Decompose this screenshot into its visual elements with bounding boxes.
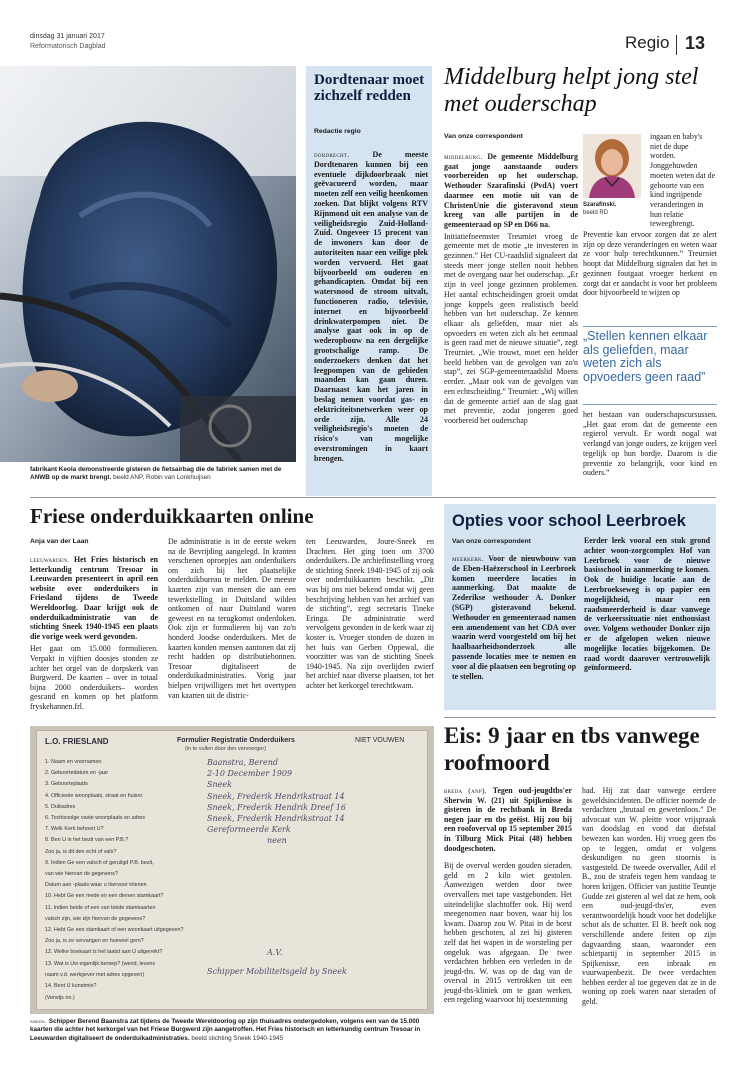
middelburg-col1-body: Initiatiefneemster Treurniet vroeg de gemeente met de motie „te investeren in gezinnen.” Het CU-raadslid signaleert dat steeds meer jonge stellen nooit hebben met de overgang naar het ouderschap. „Er zijn in veel jonge gezinnen problemen. Het aantal echtscheidingen groeit omdat jonge koppels geen realistisch beeld hebben van het ouderschap. Ze kennen elkaar als geliefden, maar niet als opvoeders en weten zich als het eenmaal is geen raad met de nieuwe situatie”, zegt Treurniet. „Wie trouwt, moet een helder beeld hebben van de gevolgen van zo'n stap”, zei SGP-gemeenteraadslid Moens eerder. „Maar ook van de gevolgen van een echtscheiding.” Treurniet: „Wij willen dat de gemeente actief aan de slag gaat met preventie, zodat jongeren goed voorbereid het ouderschap: [444, 231, 578, 425]
card-field: 9. Indien Ge een valsch of geruilgd P.B. bezit,: [45, 859, 154, 866]
middelburg-lead: De gemeente Middelburg gaat jonge aanstaande ouders voorbereiden op het ouderschap. Wethouder Szarafinski (PvdA) voert daarmee een motie uit van de ChristenUnie die gisteravond steun kreeg van alle partijen in de gemeenteraad op SP en D66 na.: [444, 152, 578, 229]
card-entry: Sneek, Frederik Hendrikstraat 14: [207, 814, 345, 824]
middelburg-col2-b: het bestaan van ouderschapscursussen. „Het gaat erom dat de gemeente een regierol vervult. Er wordt nogal wat verlangd van jonge ouders, ze krijgen veel tegelijk op hun bordje. Daarom is die preventie zo belangrijk, voor kind en ouders.”: [583, 410, 717, 478]
card-field: Datum aan -plaats waar u hiervoor inlenen: [45, 882, 147, 889]
card-subheading: (in te vullen door den vervoerger): [185, 746, 267, 752]
leerbroek-dateline: meerkerk.: [452, 554, 485, 563]
leerbroek-article: [444, 504, 716, 710]
card-field: valsch zijn, wie zijn hiervan de gegevens?: [45, 915, 146, 922]
eis-title: Eis: 9 jaar en tbs vanwege roofmoord: [444, 723, 700, 775]
eis-lead: Tegen oud-jeugdtbs'er Sherwin W. (21) uit Spijkenisse is gisteren in de rechtbank in Breda negen jaar en tbs geëist. Hij zou bij een roofoverval op 15 september 2015 in Tilburg Mick Pitai (48) hebben doodgeschoten.: [444, 786, 572, 853]
eis-col1: [444, 786, 572, 1005]
friese-byline: Anja van der Laan: [30, 538, 89, 545]
eis-dateline: breda: [444, 786, 463, 795]
card-field: 12. Welke boekaart is het laatst aan U uitgereikt?: [45, 949, 163, 956]
card-field: naam v.d. werkgever met adres opgeven): [45, 971, 145, 978]
card-org: L.O. FRIESLAND: [45, 737, 109, 746]
card-field: 3. Geboorteplaats: [45, 781, 88, 788]
eis-col1-body: Bij de overval werden gouden sieraden, geld en 2 kilo wiet gestolen. Aanwezigen werden door twee overvallers met tape vastgebonden. Het uiteindelijke slachtoffer ook. Hij werd meegenomen naar boven, waar hij los kwam. Daarop zou W. Pitai in de borst hebben geschoten, al zei hij gisteren zelf dat het wapen in de worsteling per ongeluk was afgegaan. De twee verdachten hebben een verleden in de jeugd-tbs. W. was op de dag van de overval in 2015 vertrokken uit een jeugd-tbs-kliniek om te gaan werken, een regeling waarvoor hij toestemming: [444, 861, 572, 1005]
card-entry: 2-10 December 1909: [207, 769, 293, 779]
middelburg-col1: [444, 152, 578, 426]
friese-dateline: leeuwarden.: [30, 555, 70, 564]
card-field: Zoo ja, is dit den echt of vals?: [45, 848, 117, 855]
card-entry: neen: [267, 836, 287, 846]
card-entry: Schipper Mobiliteitsgeld by Sneek: [207, 966, 347, 976]
card-field: 10. Hebt Ge een mede en een dienen stamkaart?: [45, 893, 164, 900]
card-field: 12. Hebt Ge een stamkaart of een woonkaart uitgegeven?: [45, 927, 184, 934]
card-handwriting: [207, 757, 417, 977]
card-field: Zoo ja, is ze vervangen en hoeveel gem?: [45, 938, 144, 945]
dordrecht-lead: De meeste Dordtenaren kunnen bij een eventuele dijkdoorbraak niet geëvacueerd worden, maar moeten zelf een veilig heenkomen zoeken. Dat blijkt volgens RTV Rijnmond uit een analyse van de veiligheidsregio Zuid-Holland-Zuid.: [314, 150, 429, 238]
card-fields: [45, 757, 205, 992]
card-entry: Gereformeerde Kerk: [207, 825, 291, 835]
szarafinski-caption: Szarafinski.: [583, 202, 617, 208]
card-field: 6. Tochtsvolge vaste woonplaats en adres: [45, 815, 145, 822]
airbag-photo-caption-block: [30, 466, 292, 483]
card-entry: Sneek, Frederik Hendrikstraat 14: [207, 791, 345, 801]
card-field: 2. Geboortedatum en -jaar: [45, 770, 109, 777]
dordrecht-dateline: dordrecht.: [314, 150, 350, 159]
masthead-divider: [676, 35, 677, 55]
card-field: 11. Indien beide of een van beide stamkaarten: [45, 904, 156, 911]
card-field: 4. Officieele woonplaats, straat en huisnr.: [45, 792, 144, 799]
szarafinski-photo: [583, 134, 641, 198]
quote-rule-bottom: [583, 404, 717, 405]
dordrecht-body: [314, 150, 428, 464]
middelburg-byline: Van onze correspondent: [444, 133, 523, 140]
eis-divider: [444, 717, 716, 718]
szarafinski-credit: beeld RD: [583, 210, 609, 216]
dordrecht-text: Ongeveer 15 procent van de inwoners kan door de autoriteiten naar een veilige plek worden vervoerd. Het gaat bijvoorbeeld om ouderen en gehandicapten. Omdat bij een watersnood de stroom uitvalt, functioneren radio, televisie, internet en bijvoorbeeld drinkwaterpompen niet. De analyse gaat ook in op de wederopbouw na een dergelijke grootschalige ramp. De onderzoekers denken dat het leegpompen van de gebieden maanden kan gaan duren. Daarnaast kan het jaren in beslag nemen voordat gas- en elektriciteitsnetwerken weer op orde zijn. Alle 24 veiligheidsregio's moeten de risico's van mogelijke overstromingen in kaart brengen.: [314, 228, 429, 463]
dordrecht-byline: Redactie regio: [314, 128, 361, 135]
card-caption-credit: beeld stichting Sneek 1940-1945: [191, 1034, 284, 1042]
portrait-illustration: [583, 134, 641, 198]
middelburg-col2-a: Preventie kan ervoor zorgen dat ze alert zijn op deze veranderingen en weten waar ze voor hulp terechtkunnen.” Treurniet hoopt dat Middelburg signalen dat het in gezinnen foutgaat vroeger herkent en zorgt dat er aandacht is voor het probleem door bijvoorbeeld te wijzen op: [583, 230, 717, 298]
friese-col1-body: Het gaat om 15.000 formulieren. Verpakt in vijftien doosjes stonden ze achter het orgel van de dorpskerk van Burgwerd. De kaarten – over in totaal bijna 2000 onderduikers– worden gescand en komen op het platform fryskehannen.frl.: [30, 644, 158, 711]
onderduik-card: [36, 730, 428, 1010]
leerbroek-col1: [452, 554, 576, 681]
leerbroek-col1-text: Voor de nieuwbouw van de Eben-Haëzerschool in Leerbroek komen meerdere locaties in aanmerking. Dat maakte de Zederikse wethouder A. Donker (SGP) gisteravond bekend. Wethouder en gemeenteraad namen een amendement van het CDA over waarin werd voorgesteld om bij het haalbaarheidsonderzoek alle passende locaties mee te nemen en voor al die plaatsen een begroting op te stellen.: [452, 554, 576, 681]
section-divider: [30, 497, 716, 498]
card-caption-block: [30, 1018, 436, 1043]
card-field: 7. Welk Kerk behoort U?: [45, 826, 104, 833]
section-label: Regio: [625, 33, 670, 52]
card-field: 5. Duikadres: [45, 803, 76, 810]
middelburg-quote: „Stellen kennen elkaar als geliefden, maar weten zich als opvoeders geen raad”: [583, 329, 708, 384]
airbag-photo-credit: beeld ANP, Robin van Lonkhuijsen: [113, 474, 211, 482]
friese-col3: ten Leeuwarden, Joure-Sneek en Drachten. Het ging toen om 3700 onderduikers. De archiefinstelling vroeg de stichting Sneek 1940-1945 of zij ook over onderduikkaarten beschikt. „Dit was bij ons niet bekend omdat wij geen beschrijving hebben van het archief van de stichting”, zegt secretaris Tineke Eringa. De administratie werd vervolgens gevonden in de kerk waar zij koster is. Vroeger stonden de dozen in het huis van Gerben Oppewal, die voorzitter was van de stichting Sneek 1940-1945. Na zijn overlijden zwierf het archief naar diverse plaatsen, tot het achter het kerkorgel terechtkwam.: [306, 537, 434, 690]
card-field: 13. Wat is Uw eigenlijk beroep? (wend, levens: [45, 960, 156, 967]
masthead-paper: Reformatorisch Dagblad: [30, 43, 106, 50]
card-footer: (Verwijs no.): [45, 995, 75, 1001]
card-field: 8. Ben U in het bezit van een P.B.?: [45, 837, 129, 844]
leerbroek-byline: Van onze correspondent: [452, 538, 531, 545]
friese-lead: Het Fries historisch en letterkundig centrum Tresoar in Leeuwarden presenteert in april een website over onderduikers in Friesland tijdens de Tweede Wereldoorlog. Daar krijgt ook de onderduikadministratie van de stichting Sneek 1940-1945 een plaats die vorige week werd gevonden.: [30, 555, 158, 641]
middelburg-title: Middelburg helpt jong stel met ouderschap: [444, 64, 699, 117]
card-entry: A.V.: [267, 947, 283, 957]
card-caption: Schipper Berend Baanstra zat tijdens de Tweede Wereldoorlog op zijn thuisadres ondergedoken, volgens een van de 15.000 kaarten die achter het kerkorgel van het Friese Burgwerd zijn aangetroffen. Het Fries historisch en letterkundig centrum Tresoar in Leeuwarden digitaliseert de onderduikadministraties.: [30, 1018, 421, 1042]
eis-col2: had. Hij zat daar vanwege eerdere geweldsincidenten. De officier noemde de verdachten „brutaal en gewetenloos.” De advocaat van W. pleitte voor vrijspraak van doodslag en vond dat diefstal bewezen kan worden. Hij vroeg geen tbs op te leggen, omdat er volgens deskundigen nu geen stoornis is vastgesteld. De tweede overvaller, Adil el B., zou de strafeis tegen hem vandaag te horen krijgen. Officier van justitie Teuntje Gudde zei gisteren al wel dat ze hem, ook een oud-jeugd-tbs'er, even verantwoordelijk houdt voor het dodelijke schot als de schutter. El B. heeft ook nog verschillende andere feiten op zijn dagvaarding staan, waaronder een schietpartij in september 2015 in Spijkenisse, een inbraak en vuurwapenbezit. De twee verdachten hebben eerder al toe gegeven dat ze in de woning op zoek waren naar sieraden of geld.: [582, 786, 716, 1007]
card-stamp: NIET VOUWEN: [355, 737, 405, 744]
middelburg-col2-wrap: ingaan en baby's niet de dupe worden. Jonggehuwden moeten weten dat de geboorte van een kind ingrijpende veranderingen in hun relatie teweegbrengt.: [650, 132, 716, 229]
leerbroek-col2: Eerder leek vooral een stuk grond achter woon-zorgcomplex Hof van Leerbroek voor de nieuwe basisschool in aanmerking te komen. Ook de huidige locatie aan de Leerbroekseweg is op papier een mogelijkheid, maar een raadsmeerderheid is daar vanwege de verkeerssituatie niet enthousiast over. Volgens wethouder Donker zijn er de afgelopen weken nieuwe mogelijke locaties bijgekomen. De raad wordt daarover vertrouwelijk geïnformeerd.: [584, 536, 710, 673]
leerbroek-title: Opties voor school Leerbroek: [452, 512, 686, 530]
eis-agency: (anp).: [468, 786, 487, 795]
card-entry: Baanstra, Berend: [207, 758, 279, 767]
onderduik-card-photo: [30, 726, 434, 1014]
card-heading: Formulier Registratie Onderduikers: [177, 737, 295, 744]
card-field: van wie hiervan de gegevens?: [45, 871, 118, 878]
card-field: 14. Bent U kunstmin?: [45, 983, 97, 990]
friese-title: Friese onderduikkaarten online: [30, 504, 314, 528]
dordrecht-title: Dordtenaar moet zichzelf redden: [314, 72, 425, 104]
dordrecht-article: [306, 66, 432, 496]
card-entry: Sneek: [207, 780, 232, 790]
friese-col2: De administratie is in de eerste weken na de Bevrijding aangelegd. In kranten verschenen oproepjes aan onderduikers om zich bij het plaatselijke onderduikbureau te melden. De meeste kaarten zijn van mensen die aan een tewerkstelling in Duitsland wilden ontkomen of naar Duitsland waren geweest en na terugkomst onderdoken. Ook zijn er formulieren bij van zo'n honderd Joodse onderduikers. Met de kaarten konden mensen aantonen dat zij recht hadden op distributiebonnen. Tresoar digitaliseert de onderduikadministraties. Vorig jaar hielpen vrijwilligers met het overtypen van kaarten uit de distric-: [168, 537, 296, 700]
card-caption-dateline: sneek.: [30, 1018, 48, 1025]
airbag-photo-caption: fabrikant Keola demonstreerde gisteren de fietsairbag die de fabriek samen met de ANWB op de markt brengt.: [30, 466, 282, 482]
card-field: 1. Naam en voornamen: [45, 759, 102, 765]
masthead-date: dinsdag 31 januari 2017: [30, 33, 105, 40]
card-entry: Sneek, Frederik Hendrik Dreef 16: [207, 802, 346, 812]
airbag-photo: [0, 66, 296, 462]
friese-col1: [30, 555, 158, 712]
middelburg-dateline: middelburg.: [444, 152, 483, 161]
page-number: 13: [685, 33, 706, 53]
airbag-photo-illustration: [0, 66, 296, 462]
quote-rule-top: [583, 326, 717, 327]
